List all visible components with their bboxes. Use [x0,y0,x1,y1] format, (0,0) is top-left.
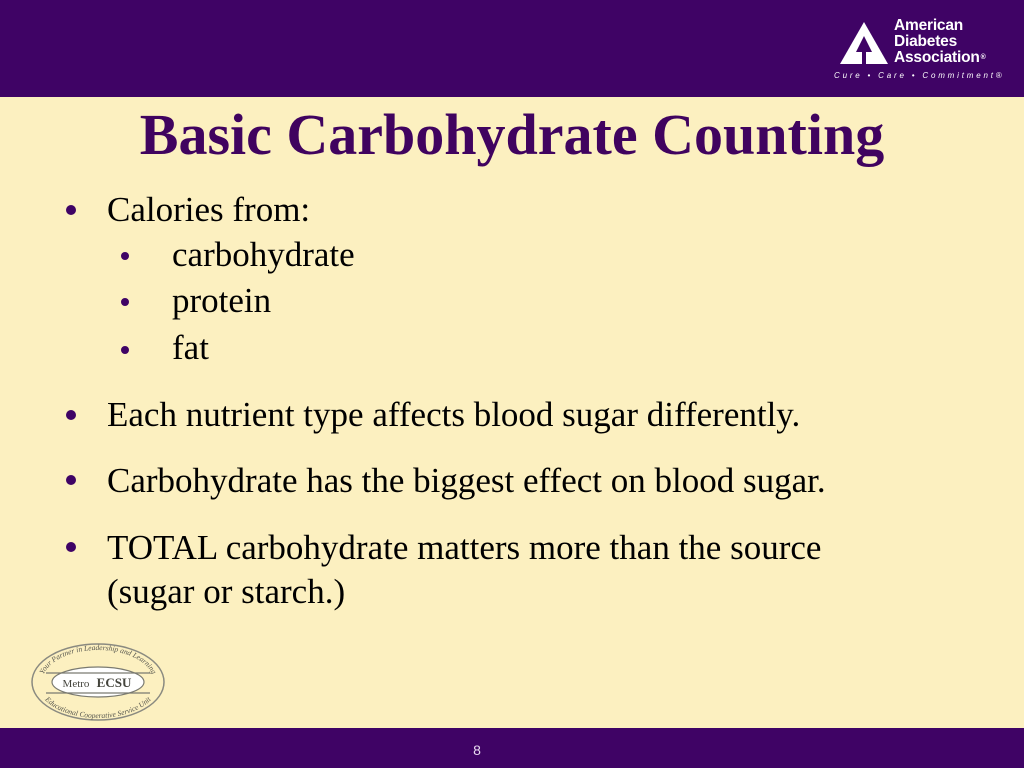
ecsu-arc-bottom-text: Educational Cooperative Service Unit [43,694,153,721]
bullet-dot [66,205,76,215]
slide-title: Basic Carbohydrate Counting [139,102,885,167]
sub-bullet-dot [121,346,129,354]
metro-ecsu-logo [28,640,168,722]
page-number: 8 [473,742,481,758]
header-band [0,0,1024,97]
ada-triangle-icon [838,20,890,66]
bullet-dot [66,475,76,485]
ecsu-metro-text: Metro [62,678,90,690]
bullet-dot [66,410,76,420]
ada-logo-tagline: Cure • Care • Commitment® [834,71,1005,80]
bullet-biggest-effect: Carbohydrate has the biggest effect on blood sugar. [107,461,826,500]
sub-bullet-carbohydrate: carbohydrate [172,235,355,274]
footer-band [0,728,1024,768]
bullet-dot [66,542,76,552]
ada-logo [834,14,1004,84]
bullet-nutrient-type: Each nutrient type affects blood sugar differently. [107,395,801,434]
bullet-calories-from: Calories from: [107,190,311,229]
sub-bullet-dot [121,252,129,260]
bullet-total-carbohydrate: TOTAL carbohydrate matters more than the source [107,528,822,567]
bullet-total-carbohydrate-continued: (sugar or starch.) [107,572,346,611]
sub-bullet-protein: protein [172,281,272,320]
ecsu-name-text: ECSU [96,675,132,690]
sub-bullet-dot [121,298,129,306]
sub-bullet-fat: fat [172,328,209,367]
ecsu-arc-top-text: Your Partner in Leadership and Learning [37,642,159,676]
ada-logo-name: American Diabetes Association® [894,17,986,66]
